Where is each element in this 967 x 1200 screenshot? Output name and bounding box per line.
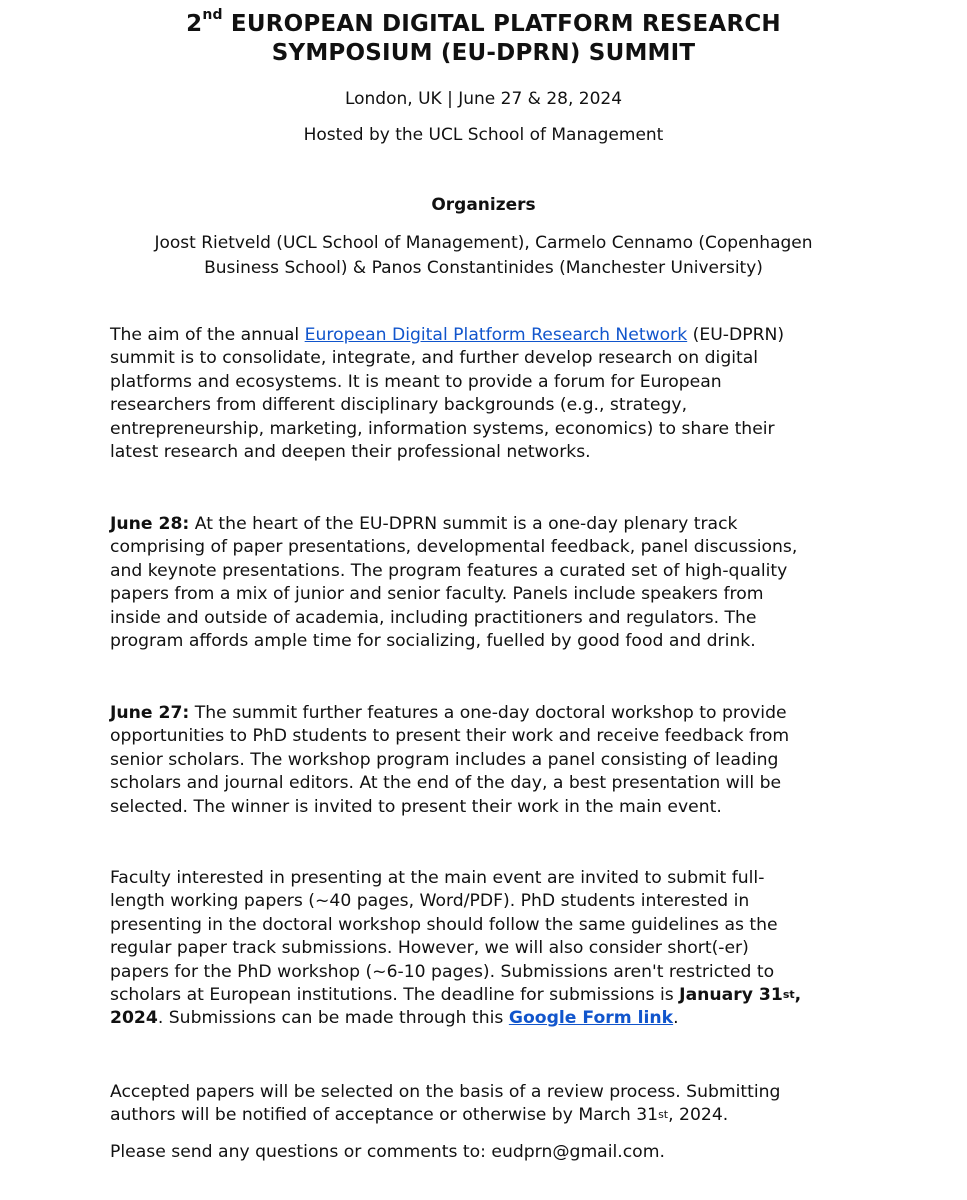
- submissions-line: regular paper track submissions. However, we will also consider short(-er): [110, 938, 749, 959]
- june-28-line: and keynote presentations. The program features a curated set of high-quality: [110, 560, 788, 581]
- submissions-end: .: [673, 1008, 679, 1029]
- june-28-line: inside and outside of academia, including practitioners and regulators. The: [110, 607, 757, 628]
- intro-line: summit is to consolidate, integrate, and further develop research on digital: [110, 348, 759, 369]
- june-28-label: June 28:: [110, 514, 190, 534]
- contact-paragraph: [110, 1141, 855, 1164]
- june-28-line: comprising of paper presentations, developmental feedback, panel discussions,: [110, 537, 798, 558]
- intro-post-link: (EU-DPRN): [687, 325, 785, 345]
- intro-line: latest research and deepen their professional networks.: [110, 442, 591, 463]
- organizers-line1: Joost Rietveld (UCL School of Management), Carmelo Cennamo (Copenhagen: [154, 233, 813, 253]
- june-27-line: senior scholars. The workshop program includes a panel consisting of leading: [110, 749, 779, 770]
- submissions-paragraph: [110, 867, 855, 1031]
- submissions-line: papers for the PhD workshop (~6-10 pages). Submissions aren't restricted to: [110, 961, 775, 982]
- submissions-line: Faculty interested in presenting at the main event are invited to submit full-: [110, 868, 765, 888]
- june-27-line: selected. The winner is invited to present their work in the main event.: [110, 796, 722, 817]
- organizers-line2: Business School) & Panos Constantinides (Manchester University): [204, 258, 763, 278]
- google-form-link[interactable]: Google Form link: [508, 1008, 674, 1029]
- june-27-first-line: The summit further features a one-day doctoral workshop to provide: [189, 703, 787, 723]
- event-location-date: London, UK | June 27 & 28, 2024: [344, 89, 623, 109]
- acceptance-line1: Accepted papers will be selected on the basis of a review process. Submitting: [110, 1082, 781, 1102]
- deadline-comma: ,: [794, 985, 802, 1006]
- title-line2: SYMPOSIUM (EU-DPRN) SUMMIT: [271, 40, 696, 66]
- intro-line: entrepreneurship, marketing, information systems, economics) to share their: [110, 418, 775, 439]
- june-28-line: papers from a mix of junior and senior faculty. Panels include speakers from: [110, 584, 764, 605]
- deadline-date-suffix: st: [782, 988, 795, 1002]
- intro-paragraph: [110, 324, 855, 464]
- eu-dprn-network-link[interactable]: European Digital Platform Research Network: [304, 325, 688, 345]
- title-ordinal: 2: [186, 11, 203, 37]
- submission-instructions: . Submissions can be made through this: [157, 1008, 509, 1029]
- acceptance-line2-end: , 2024.: [668, 1105, 729, 1126]
- title-line1: EUROPEAN DIGITAL PLATFORM RESEARCH: [222, 11, 781, 37]
- submissions-line: presenting in the doctoral workshop should follow the same guidelines as the: [110, 914, 778, 935]
- june-27-label: June 27:: [110, 703, 190, 723]
- june-27-paragraph: [110, 702, 855, 819]
- organizers-heading: Organizers: [431, 195, 536, 215]
- contact-text: Please send any questions or comments to: eudprn@gmail.com.: [110, 1142, 665, 1162]
- organizers-list: [110, 231, 857, 281]
- june-27-line: scholars and journal editors. At the end of the day, a best presentation will be: [110, 773, 782, 794]
- june-28-paragraph: [110, 513, 855, 653]
- acceptance-paragraph: [110, 1081, 855, 1128]
- deadline-year: 2024: [110, 1008, 158, 1029]
- acceptance-line2: authors will be notified of acceptance or otherwise by March 31: [110, 1105, 659, 1126]
- intro-line: platforms and ecosystems. It is meant to provide a forum for European: [110, 371, 722, 392]
- title-ordinal-suffix: nd: [202, 7, 223, 24]
- intro-pre-link: The aim of the annual: [110, 325, 305, 345]
- june-28-line: program affords ample time for socializing, fuelled by good food and drink.: [110, 631, 756, 652]
- document-title: [0, 7, 967, 68]
- deadline-date: January 31: [679, 985, 783, 1006]
- june-28-first-line: At the heart of the EU-DPRN summit is a one-day plenary track: [189, 514, 738, 534]
- submissions-line: length working papers (~40 pages, Word/PDF). PhD students interested in: [110, 891, 750, 912]
- deadline-pre: scholars at European institutions. The deadline for submissions is: [110, 985, 680, 1006]
- intro-line: researchers from different disciplinary backgrounds (e.g., strategy,: [110, 395, 688, 416]
- event-host: Hosted by the UCL School of Management: [303, 125, 664, 145]
- acceptance-date-suffix: st: [658, 1108, 669, 1122]
- june-27-line: opportunities to PhD students to present their work and receive feedback from: [110, 726, 790, 747]
